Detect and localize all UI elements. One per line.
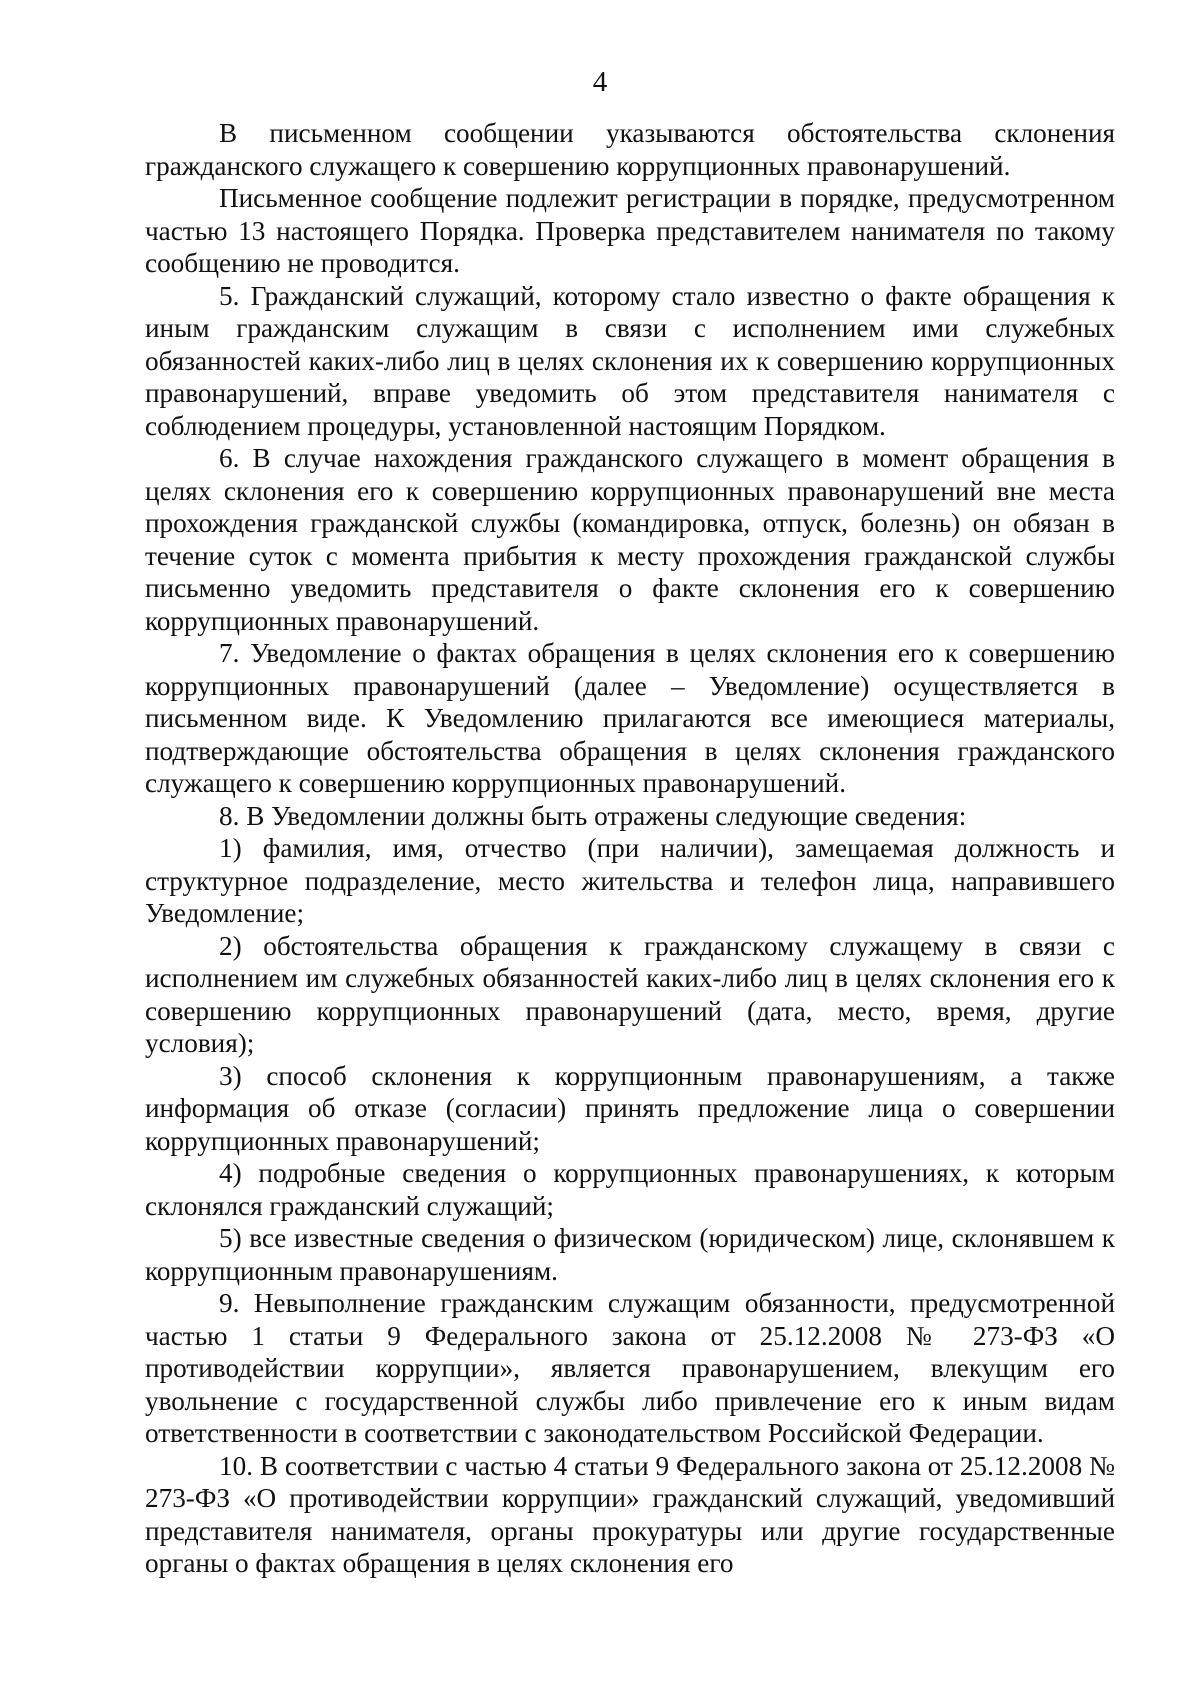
paragraph-clause-5: 5. Гражданский служащий, которому стало известно о факте обращения к иным гражданским служащим в связи с исполнением ими служебных обязанностей каких-либо лиц в целях склонения их к совершению коррупционных правонарушений, вправе уведомить об этом представителя нанимателя с соблюдением процедуры, установленной настоящим Порядком.: [145, 280, 1115, 441]
list-item-2: 2) обстоятельства обращения к гражданскому служащему в связи с исполнением им служебных обязанностей каких-либо лиц в целях склонения его к совершению коррупционных правонарушений (дата, место, время, другие условия);: [145, 930, 1115, 1058]
list-item-5: 5) все известные сведения о физическом (юридическом) лице, склонявшем к коррупционным правонарушениям.: [145, 1223, 1115, 1286]
list-item-1: 1) фамилия, имя, отчество (при наличии), замещаемая должность и структурное подразделение, место жительства и телефон лица, направившего Уведомление;: [145, 833, 1115, 928]
list-item-3: 3) способ склонения к коррупционным правонарушениям, а также информация об отказе (согласии) принять предложение лица о совершении коррупционных правонарушений;: [145, 1060, 1115, 1156]
list-item-4: 4) подробные сведения о коррупционных правонарушениях, к которым склонялся гражданский служащий;: [145, 1158, 1115, 1221]
document-body: [145, 117, 1115, 1580]
paragraph-written-message-registration: Письменное сообщение подлежит регистрации в порядке, предусмотренном частью 13 настоящего Порядка. Проверка представителем нанимателя по такому сообщению не проводится.: [145, 183, 1115, 278]
page-number: 4: [592, 66, 608, 98]
paragraph-clause-7: 7. Уведомление о фактах обращения в целях склонения его к совершению коррупционных правонарушений (далее – Уведомление) осуществляется в письменном виде. К Уведомлению прилагаются все имеющиеся материалы, подтверждающие обстоятельства обращения в целях склонения гражданского служащего к совершению коррупционных правонарушений.: [145, 638, 1115, 798]
paragraph-written-message-circumstances: В письменном сообщении указываются обстоятельства склонения гражданского служащего к совершению коррупционных правонарушений.: [145, 118, 1115, 181]
paragraph-clause-8: 8. В Уведомлении должны быть отражены следующие сведения:: [219, 800, 967, 831]
paragraph-clause-6: 6. В случае нахождения гражданского служащего в момент обращения в целях склонения его к совершению коррупционных правонарушений вне места прохождения гражданской службы (командировка, отпуск, болезнь) он обязан в течение суток с момента прибытия к месту прохождения гражданской службы письменно уведомить представителя о факте склонения его к совершению коррупционных правонарушений.: [145, 443, 1115, 636]
paragraph-clause-9: 9. Невыполнение гражданским служащим обязанности, предусмотренной частью 1 статьи 9 Федерального закона от 25.12.2008 № 273-ФЗ «О противодействии коррупции», является правонарушением, влекущим его увольнение с государственной службы либо привлечение его к иным видам ответственности в соответствии с законодательством Российской Федерации.: [145, 1288, 1115, 1448]
paragraph-clause-10: 10. В соответствии с частью 4 статьи 9 Федерального закона от 25.12.2008 № 273-ФЗ «О противодействии коррупции» гражданский служащий, уведомивший представителя нанимателя, органы прокуратуры или другие государственные органы о фактах обращения в целях склонения его: [145, 1450, 1115, 1578]
